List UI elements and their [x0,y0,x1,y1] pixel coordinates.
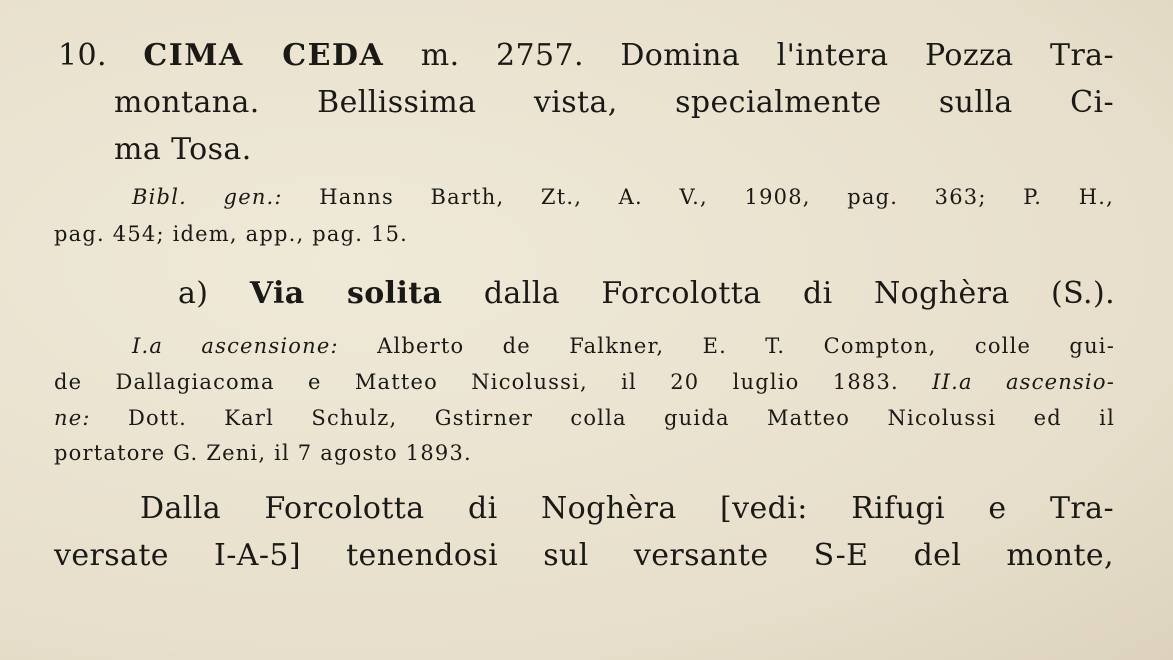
route-prefix: a) [178,276,209,311]
bibliography-line-2: pag. 454; idem, app., pag. 15. [54,222,409,246]
description-line-1: Dalla Forcolotta di Noghèra [vedi: Rifugi e Tra- [140,491,1114,526]
entry-number: 10. [58,38,107,73]
ascents-line-1 [132,334,1115,358]
bibliography-label: Bibl. gen.: [132,185,283,209]
route-rest: dalla Forcolotta di Noghèra (S.). [483,276,1116,311]
first-ascent-label: I.a ascensione: [132,334,339,358]
ascents-line-1-rest: Alberto de Falkner, E. T. Compton, colle gui- [377,334,1116,358]
bibliography-line-1-rest: Hanns Barth, Zt., A. V., 1908, pag. 363; P. H., [319,185,1114,209]
description-line-2: versate I-A-5] tenendosi sul versante S-E del monte, [54,538,1114,573]
entry-line-3: ma Tosa. [114,132,252,167]
entry-line-1-rest: m. 2757. Domina l'intera Pozza Tra- [420,38,1115,73]
entry-line-1 [58,38,1114,73]
ascents-line-4: portatore G. Zeni, il 7 agosto 1893. [54,441,472,465]
entry-line-2: montana. Bellissima vista, specialmente sulla Ci- [114,85,1114,120]
second-ascent-label-part1: II.a ascensio- [932,370,1115,394]
ascents-line-2-text: de Dallagiacoma e Matteo Nicolussi, il 20 luglio 1883. [54,370,899,394]
ascents-line-3-rest: Dott. Karl Schulz, Gstirner colla guida Matteo Nicolussi ed il [127,406,1115,430]
route-heading [178,276,1115,311]
ascents-line-3 [54,406,1115,430]
second-ascent-label-part2: ne: [54,406,91,430]
ascents-line-2 [54,370,1115,394]
entry-title: CIMA CEDA [143,38,385,73]
bibliography-line-1 [132,185,1114,209]
route-name: Via solita [249,276,443,311]
